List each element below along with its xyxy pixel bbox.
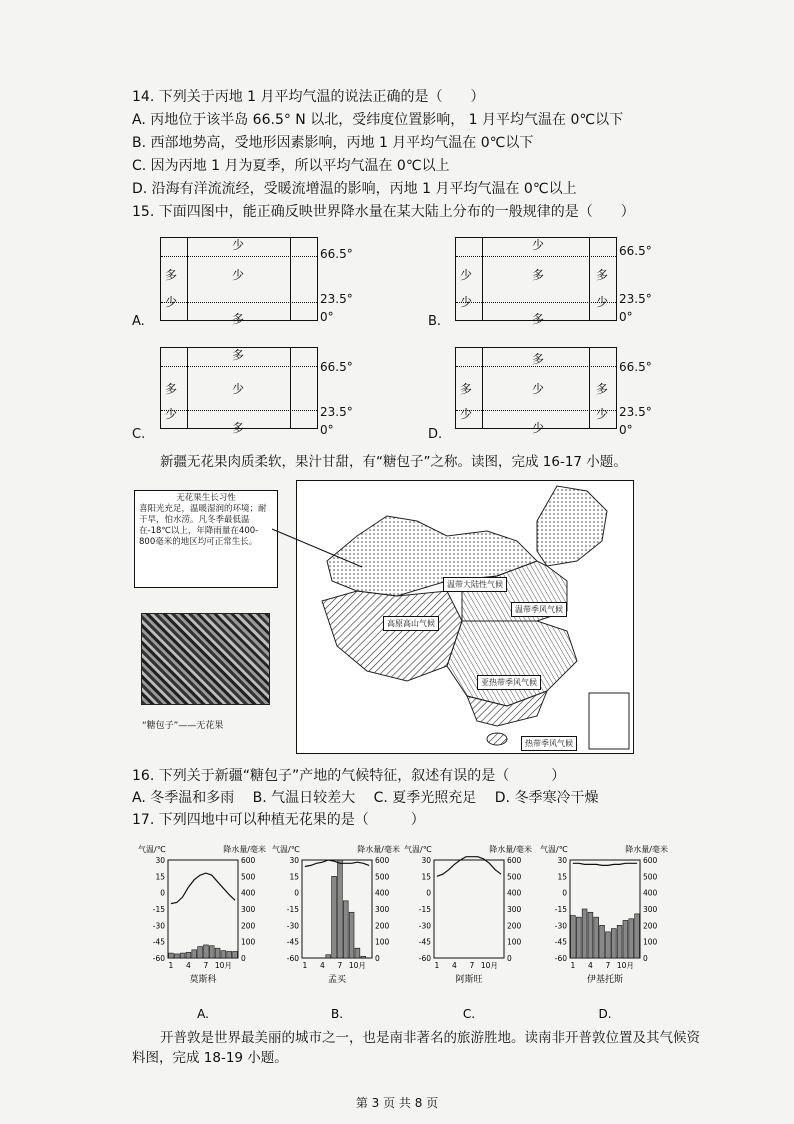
diagram-b-letter: B. (428, 314, 442, 329)
month-tick: 4 (186, 961, 191, 970)
diagram-b-right: 多 (596, 268, 609, 282)
fig-photo (141, 613, 270, 705)
precip-bar (611, 929, 616, 958)
diagram-c-bottom-left: 少 (165, 407, 178, 421)
q14-option-a: A. 丙地位于该半岛 66.5° N 以北，受纬度位置影响， 1 月平均气温在 0℃以下 (132, 112, 624, 128)
temp-tick: -30 (418, 921, 431, 931)
precip-bar (623, 920, 628, 958)
temp-axis-label: 气温/℃ (540, 845, 568, 854)
precip-axis-label: 降水量/毫米 (489, 845, 532, 854)
month-tick: 1 (434, 961, 440, 970)
photo-caption: “糖包子”——无花果 (142, 721, 224, 731)
temp-tick: -30 (554, 921, 567, 931)
diagram-d-bottom-right: 少 (596, 407, 609, 421)
diagram-a-center: 少 (232, 268, 245, 282)
precip-tick: 0 (241, 954, 246, 963)
precip-tick: 400 (643, 888, 658, 898)
temp-tick: 15 (289, 872, 299, 882)
precip-bar (180, 953, 185, 958)
month-tick: 10月 (214, 961, 232, 970)
diagram-d-center: 少 (532, 382, 545, 396)
precip-bar (221, 951, 226, 958)
temp-tick: -15 (554, 905, 567, 914)
climate-chart-1 (272, 842, 402, 1022)
precip-bar (349, 912, 354, 958)
precip-bar (186, 952, 191, 958)
temp-tick: -60 (418, 954, 431, 963)
month-tick: 10月 (348, 961, 366, 970)
diagram-b-left: 少 (460, 268, 473, 282)
lat-66-label: 66.5° (320, 360, 353, 374)
note-body: 喜阳光充足，温暖湿润的环境；耐干旱，怕水涝。凡冬季最低温在-18℃以上，年降雨量在400-800毫米的地区均可正常生长。 (139, 504, 267, 547)
precip-tick: 600 (507, 856, 522, 865)
temp-tick: 0 (294, 888, 299, 898)
intro-18-19: 开普敦是世界最美丽的城市之一，也是南非著名的旅游胜地。读南非开普敦位置及其气候资料图，完成 18-19 小题。 (132, 1030, 700, 1066)
lat-66-label: 66.5° (619, 244, 652, 258)
temp-tick: -15 (286, 905, 299, 914)
note-title: 无花果生长习性 (176, 493, 236, 503)
diagram-b-center: 多 (532, 268, 545, 282)
precip-tick: 600 (643, 856, 658, 865)
diagram-c-bottom: 多 (232, 421, 245, 435)
lat-23-label: 23.5° (619, 292, 652, 306)
chart-option-letter: D. (598, 1007, 612, 1021)
precip-tick: 200 (643, 921, 658, 931)
precip-bar (192, 950, 197, 958)
month-tick: 4 (452, 961, 457, 970)
precip-tick: 0 (375, 954, 380, 963)
diagram-a-bottom-left: 少 (165, 295, 178, 309)
diagram-a-top: 少 (232, 238, 245, 252)
diagram-c-center: 少 (232, 382, 245, 396)
precip-bar (343, 901, 348, 958)
temp-tick: -45 (554, 937, 567, 947)
month-tick: 4 (320, 961, 325, 970)
temp-tick: 30 (557, 856, 567, 865)
precip-bar (355, 948, 360, 958)
precip-bar (600, 925, 605, 958)
precip-bar (169, 953, 174, 958)
precip-tick: 500 (241, 872, 256, 882)
lat-0-label: 0° (320, 423, 334, 437)
precip-bar (233, 951, 238, 958)
precip-bar (227, 951, 232, 958)
temp-tick: 0 (562, 888, 567, 898)
precip-tick: 0 (643, 954, 648, 963)
precip-tick: 500 (507, 872, 522, 882)
precip-axis-label: 降水量/毫米 (625, 845, 668, 854)
precip-bar (571, 916, 576, 958)
temp-line (305, 860, 369, 867)
intro-16-17: 新疆无花果肉质柔软，果汁甘甜，有“糖包子”之称。读图，完成 16-17 小题。 (160, 454, 627, 470)
temp-tick: 30 (289, 856, 299, 865)
precip-bar (326, 955, 331, 958)
lat-0-label: 0° (619, 310, 633, 324)
temp-axis-label: 气温/℃ (404, 845, 432, 854)
precip-bar (594, 917, 599, 958)
diagram-c-letter: C. (132, 427, 146, 442)
diagram-b-bottom: 多 (532, 312, 545, 326)
diagram-d-right: 多 (596, 382, 609, 396)
diagram-d-top: 多 (532, 352, 545, 366)
diagram-d-bottom-left: 少 (460, 407, 473, 421)
precip-tick: 300 (507, 905, 522, 914)
q16-options: A. 冬季温和多雨 B. 气温日较差大 C. 夏季光照充足 D. 冬季寒冷干燥 (132, 790, 599, 806)
q16-stem: 16. 下列关于新疆“糖包子”产地的气候特征，叙述有误的是（ ） (132, 768, 566, 784)
temp-tick: -30 (286, 921, 299, 931)
precip-tick: 100 (375, 937, 390, 947)
diagram-b-bottom-right: 少 (596, 295, 609, 309)
precip-tick: 200 (241, 921, 256, 931)
temp-line (573, 863, 637, 865)
temp-tick: 0 (160, 888, 165, 898)
chart-option-letter: C. (462, 1007, 476, 1021)
temp-tick: -15 (152, 905, 165, 914)
chart-option-letter: A. (197, 1007, 209, 1021)
temp-tick: -45 (152, 937, 165, 947)
q14-stem: 14. 下列关于丙地 1 月平均气温的说法正确的是（ ） (132, 89, 485, 105)
china-climate-map (296, 480, 634, 754)
label-tropical-monsoon: 热带季风气候 (521, 736, 577, 751)
precip-bar (606, 932, 611, 958)
month-tick: 7 (605, 961, 611, 970)
precip-tick: 400 (375, 888, 390, 898)
temp-tick: -45 (418, 937, 431, 947)
q15-stem: 15. 下面四图中，能正确反映世界降水量在某大陆上分布的一般规律的是（ ） (132, 204, 635, 220)
label-temperate-monsoon: 温带季风气候 (511, 602, 567, 617)
label-subtropical-monsoon: 亚热带季风气候 (477, 675, 541, 690)
temp-tick: 0 (426, 888, 431, 898)
month-tick: 7 (337, 961, 343, 970)
climate-chart-0 (138, 842, 268, 1022)
city-name: 伊基托斯 (586, 975, 624, 985)
city-name: 孟买 (327, 975, 347, 985)
q14-option-d: D. 沿海有洋流流经，受暖流增温的影响，丙地 1 月平均气温在 0℃以上 (132, 181, 577, 197)
precip-bar (617, 925, 622, 958)
precip-tick: 100 (643, 937, 658, 947)
temp-tick: 30 (155, 856, 165, 865)
precip-bar (576, 917, 581, 958)
lat-0-label: 0° (320, 310, 334, 324)
diagram-d-bottom: 少 (532, 421, 545, 435)
precip-bar (198, 947, 203, 958)
lat-66-label: 66.5° (320, 247, 353, 261)
climate-chart-2 (404, 842, 534, 1022)
lat-23-label: 23.5° (320, 292, 353, 306)
climate-chart-3 (540, 842, 670, 1022)
precip-bar (209, 946, 214, 958)
diagram-a-letter: A. (132, 314, 145, 329)
temp-axis-label: 气温/℃ (272, 845, 300, 854)
precip-bar (204, 945, 209, 958)
precip-bar (174, 954, 179, 958)
month-tick: 10月 (480, 961, 498, 970)
precip-bar (635, 914, 640, 958)
lat-0-label: 0° (619, 423, 633, 437)
precip-tick: 200 (507, 921, 522, 931)
month-tick: 7 (203, 961, 209, 970)
precip-bar (582, 909, 587, 958)
temp-tick: -45 (286, 937, 299, 947)
city-name: 阿斯旺 (455, 975, 483, 985)
precip-tick: 400 (507, 888, 522, 898)
temp-axis-label: 气温/℃ (138, 845, 166, 854)
lat-23-label: 23.5° (320, 405, 353, 419)
precip-bar (338, 860, 343, 958)
precip-axis-label: 降水量/毫米 (223, 845, 266, 854)
diagram-b-bottom-left: 少 (460, 295, 473, 309)
precip-tick: 200 (375, 921, 390, 931)
month-tick: 1 (168, 961, 174, 970)
map-svg (297, 481, 633, 753)
precip-tick: 500 (375, 872, 390, 882)
q14-option-c: C. 因为丙地 1 月为夏季，所以平均气温在 0℃以上 (132, 158, 450, 174)
precip-tick: 300 (375, 905, 390, 914)
precip-tick: 300 (643, 905, 658, 914)
precip-tick: 300 (241, 905, 256, 914)
precip-tick: 600 (375, 856, 390, 865)
temp-tick: 15 (421, 872, 431, 882)
chart-option-letter: B. (330, 1007, 344, 1021)
month-tick: 7 (469, 961, 475, 970)
leader-line (270, 525, 370, 575)
precip-tick: 500 (643, 872, 658, 882)
diagram-a-left: 多 (165, 268, 178, 282)
precip-bar (332, 876, 337, 958)
plot-frame (434, 860, 504, 958)
diagram-b-top: 少 (532, 238, 545, 252)
precip-tick: 100 (241, 937, 256, 947)
temp-tick: -60 (554, 954, 567, 963)
temp-tick: 15 (155, 872, 165, 882)
label-plateau-alpine: 高原高山气候 (383, 616, 439, 631)
precip-tick: 0 (507, 954, 512, 963)
lat-23-label: 23.5° (619, 405, 652, 419)
label-temperate-continental: 温带大陆性气候 (443, 577, 507, 592)
plot-frame (302, 860, 372, 958)
precip-tick: 100 (507, 937, 522, 947)
temp-tick: -15 (418, 905, 431, 914)
diagram-d-letter: D. (428, 427, 443, 442)
precip-bar (588, 912, 593, 958)
temp-tick: -60 (152, 954, 165, 963)
temp-line (171, 873, 235, 904)
diagram-a-bottom: 多 (232, 312, 245, 326)
month-tick: 10月 (616, 961, 634, 970)
precip-tick: 400 (241, 888, 256, 898)
precip-bar (361, 956, 366, 958)
city-name: 莫斯科 (189, 975, 217, 985)
month-tick: 1 (302, 961, 308, 970)
temp-tick: 15 (557, 872, 567, 882)
precip-tick: 600 (241, 856, 256, 865)
diagram-c-top: 多 (232, 348, 245, 362)
diagram-c-left: 多 (165, 382, 178, 396)
page-footer: 第 3 页 共 8 页 (355, 1096, 439, 1110)
temp-tick: 30 (421, 856, 431, 865)
temp-tick: -60 (286, 954, 299, 963)
diagram-d-left: 多 (460, 382, 473, 396)
lat-66-label: 66.5° (619, 360, 652, 374)
temp-tick: -30 (152, 921, 165, 931)
precip-axis-label: 降水量/毫米 (357, 845, 400, 854)
precip-bar (215, 948, 220, 958)
q17-stem: 17. 下列四地中可以种植无花果的是（ ） (132, 812, 425, 828)
precip-bar (629, 919, 634, 958)
month-tick: 4 (588, 961, 593, 970)
month-tick: 1 (570, 961, 576, 970)
q14-option-b: B. 西部地势高，受地形因素影响，丙地 1 月平均气温在 0℃以下 (132, 135, 534, 151)
growth-habit-note (134, 490, 278, 588)
